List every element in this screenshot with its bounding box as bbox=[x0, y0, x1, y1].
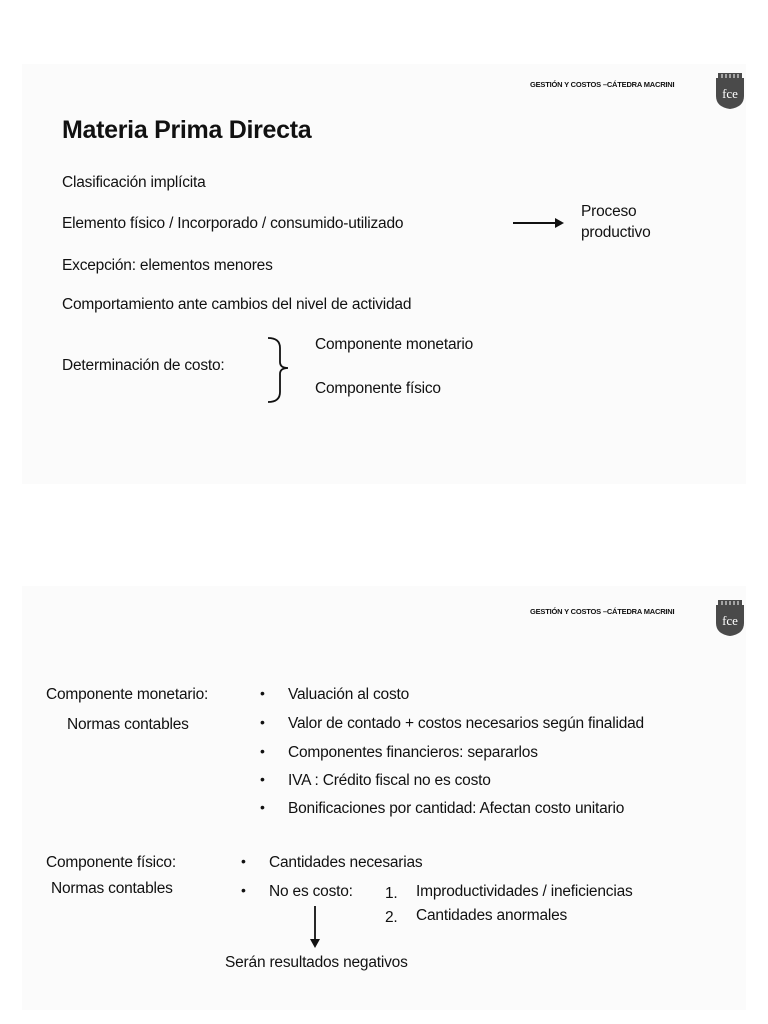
cost-component-physical: Componente físico bbox=[315, 380, 441, 397]
physical-bullet-1: Cantidades necesarias bbox=[269, 854, 423, 871]
slide-title: Materia Prima Directa bbox=[62, 116, 312, 144]
monetary-bullet-4: IVA : Crédito fiscal no es costo bbox=[288, 772, 491, 789]
monetary-bullet-1: Valuación al costo bbox=[288, 686, 410, 703]
numbered-item-2-number: 2. bbox=[385, 909, 398, 926]
line-determinacion: Determinación de costo: bbox=[62, 357, 225, 374]
line-clasificacion: Clasificación implícita bbox=[62, 174, 206, 191]
proceso-productivo-label: Proceso productivo bbox=[581, 203, 651, 241]
line-elemento-fisico: Elemento físico / Incorporado / consumido-utilizado bbox=[62, 215, 404, 232]
course-header: GESTIÓN Y COSTOS –CÁTEDRA MACRINI bbox=[530, 607, 675, 616]
slide-2 bbox=[22, 586, 746, 1010]
result-text: Serán resultados negativos bbox=[225, 954, 408, 971]
svg-text:fce: fce bbox=[722, 613, 738, 628]
fce-logo-icon bbox=[715, 72, 745, 110]
fce-logo-icon bbox=[715, 599, 745, 637]
line-comportamiento: Comportamiento ante cambios del nivel de actividad bbox=[62, 296, 412, 313]
physical-label: Componente físico: bbox=[46, 854, 176, 871]
line-excepcion: Excepción: elementos menores bbox=[62, 257, 273, 274]
slide-1 bbox=[22, 64, 746, 484]
monetary-bullet-5: Bonificaciones por cantidad: Afectan costo unitario bbox=[288, 800, 625, 817]
svg-text:fce: fce bbox=[722, 86, 738, 101]
course-header: GESTIÓN Y COSTOS –CÁTEDRA MACRINI bbox=[530, 80, 675, 89]
down-arrow-icon bbox=[308, 904, 322, 950]
curly-brace-icon bbox=[266, 336, 298, 404]
bullet-icon: • bbox=[260, 799, 265, 815]
bullet-icon: • bbox=[260, 714, 265, 730]
bullet-icon: • bbox=[260, 743, 265, 759]
bullet-icon: • bbox=[241, 853, 246, 869]
bullet-icon: • bbox=[260, 771, 265, 787]
right-arrow-icon bbox=[511, 216, 565, 230]
monetary-bullet-3: Componentes financieros: separarlos bbox=[288, 744, 538, 761]
monetary-label: Componente monetario: bbox=[46, 686, 209, 703]
numbered-item-1-number: 1. bbox=[385, 885, 398, 902]
numbered-item-2-text: Cantidades anormales bbox=[416, 907, 568, 924]
physical-bullet-2: No es costo: bbox=[269, 883, 353, 900]
monetary-bullet-2: Valor de contado + costos necesarios según finalidad bbox=[288, 715, 644, 732]
monetary-sublabel: Normas contables bbox=[67, 716, 189, 733]
bullet-icon: • bbox=[260, 685, 265, 701]
physical-sublabel: Normas contables bbox=[51, 880, 173, 897]
cost-component-monetary: Componente monetario bbox=[315, 336, 473, 353]
numbered-item-1-text: Improductividades / ineficiencias bbox=[416, 883, 633, 900]
bullet-icon: • bbox=[241, 882, 246, 898]
